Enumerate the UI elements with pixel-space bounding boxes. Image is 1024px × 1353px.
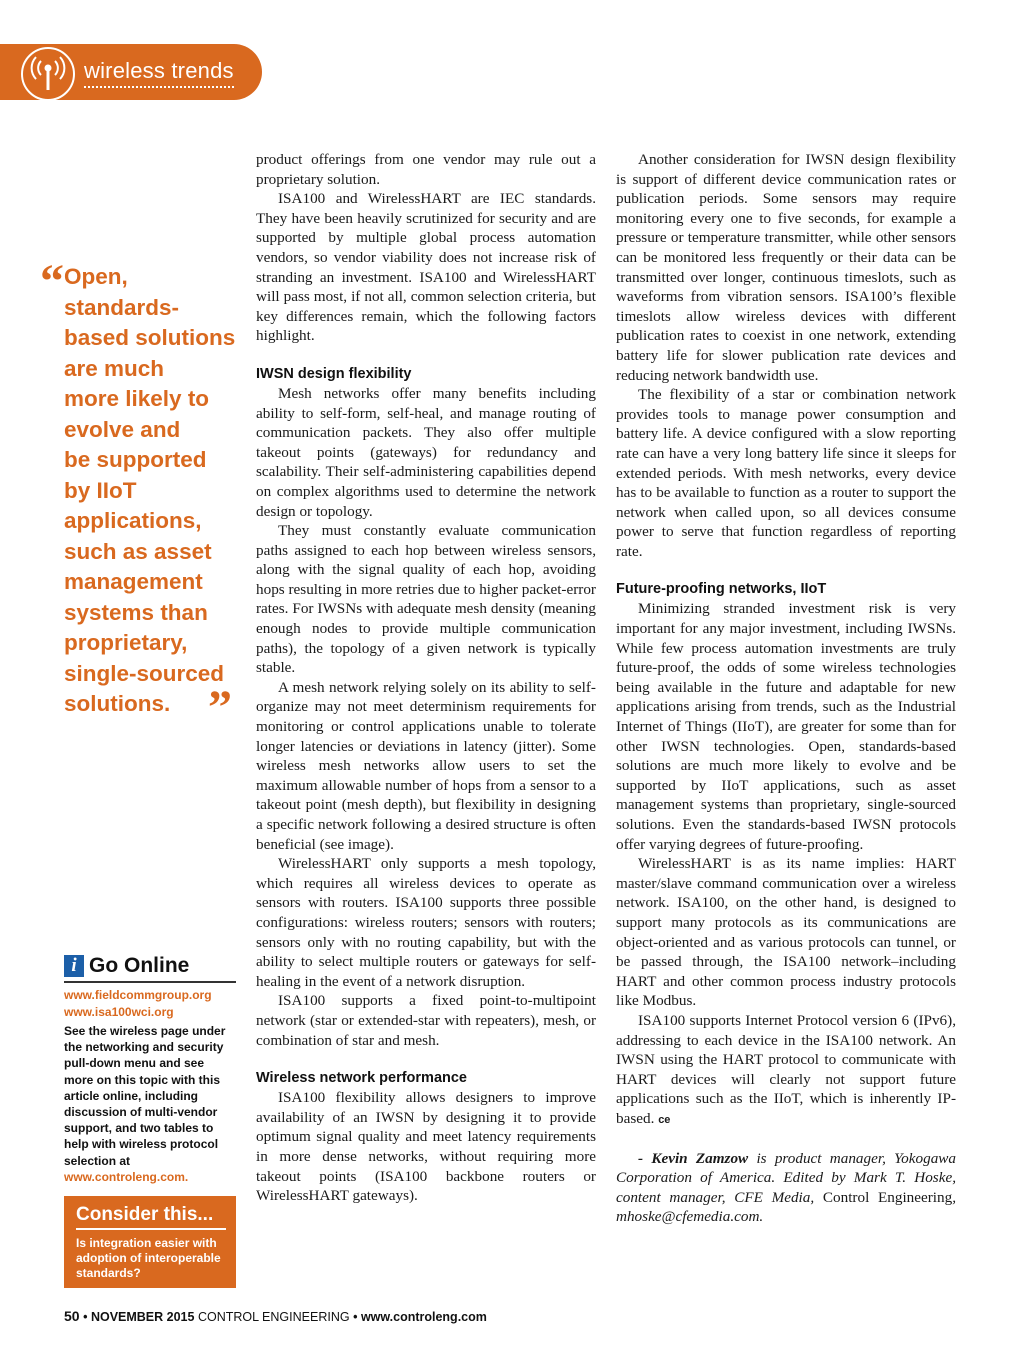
pull-quote-line: applications, <box>64 508 202 533</box>
pull-quote-line: standards- <box>64 294 180 320</box>
article-column-2 <box>616 150 956 1227</box>
controleng-link[interactable]: www.controleng.com. <box>64 1169 189 1184</box>
go-online-description <box>64 1023 236 1185</box>
wireless-antenna-icon <box>20 46 76 102</box>
page-footer <box>64 1308 487 1324</box>
paragraph: A mesh network relying solely on its ability to self-organize may not meet determinism requirements for monitoring or control applications unable to tolerate longer latencies or deviations in latency (jitter). Some wireless mesh networks allow users to set the maximum allowable number of hops from a sensor to a takeout point (mesh depth), but flexibility in designing a specific network following a desired structure is often beneficial (see image). <box>256 678 596 853</box>
paragraph: WirelessHART is as its name implies: HART master/slave command communication over a wireless network. ISA100, on the other hand, is designed to support many protocols as its communications are object-oriented and as various protocols can tunnel, or be passed through, the ISA100 network–including HART and other common process industry protocols like Modbus. <box>616 855 956 1010</box>
pull-quote-line: by IIoT <box>64 477 137 503</box>
pull-quote-line: solutions. <box>64 691 171 716</box>
footer-url[interactable]: www.controleng.com <box>360 1310 487 1324</box>
isa100wci-link[interactable]: www.isa100wci.org <box>64 1005 174 1019</box>
section-title: wireless trends <box>84 58 234 83</box>
pull-quote-line: are much <box>64 355 165 381</box>
go-online-header <box>64 954 236 983</box>
paragraph: Mesh networks offer many benefits including ability to self-form, self-heal, and manage routing of communication packets. They also offer multiple takeout points (gateways) for redundancy and scalability. Their self-administering capabilities depend on complex algorithms used to determine the network design or topology. <box>256 384 596 520</box>
close-quote-mark: ” <box>208 681 232 734</box>
pull-quote-line: more likely to <box>64 386 210 411</box>
paragraph: product offerings from one vendor may rule out a proprietary solution. <box>256 151 596 188</box>
pull-quote-line: evolve and <box>64 416 181 442</box>
end-mark: ce <box>658 1113 671 1126</box>
paragraph: ISA100 and WirelessHART are IEC standards. They have been heavily scrutinized for security and are supported by multiple global process automation vendors, so vendor viability does not increase risk of stranding an investment. ISA100 and WirelessHART will pass most, if not all, common selection criteria, but key differences remain, which the following factors highlight. <box>256 190 596 345</box>
author-byline <box>616 1149 956 1227</box>
footer-magazine: CONTROL ENGINEERING <box>197 1310 350 1324</box>
page-number: 50 <box>64 1308 80 1324</box>
paragraph: WirelessHART only supports a mesh topology, which requires all wireless devices to operate as sensors with routers. ISA100 supports three possible configurations: wireless routers; sensors with routers; sensors only with no routing capability, but with the ability to select multiple routers or gateways for self-healing in the event of a network disruption. <box>256 855 596 990</box>
section-header-tab <box>0 44 262 100</box>
pull-quote-line: proprietary, <box>64 630 188 655</box>
pull-quote-line: single-sourced <box>64 660 225 686</box>
paragraph: Another consideration for IWSN design flexibility is support of different device communication rates or publication periods. Some sensors may require monitoring every one to five seconds, for example a pressure or temperature transmitter, while other sensors can be monitored less frequently or their data can be transmitted over longer, continuous timeslots, such as waveforms from vibration sensors. ISA100’s flexible timeslots allow wireless devices with different publication rates to coexist in one network, extending battery life for slower publication rate devices and reducing network bandwidth use. <box>616 151 956 384</box>
go-online-description-text: See the wireless page under the networking and security pull-down menu and see more on this topic with this article online, including discussion of multi-vendor support, and two tables to help with wireless protocol selection at <box>64 1024 226 1168</box>
byline-magazine: Control Engineering <box>822 1188 953 1206</box>
paragraph <box>616 1011 956 1131</box>
paragraph: ISA100 supports a fixed point-to-multipoint network (star or extended-star with repeaters), mesh, or combination of star and mesh. <box>256 992 596 1049</box>
paragraph: The flexibility of a star or combination network provides tools to manage power consumption and battery life. A device configured with a slow reporting rate can have a very long battery life since it sleeps for extended periods. With mesh networks, every device has to be available to function as a router to support the network when called upon, so all devices consume power to serve that function regardless of reporting rate. <box>616 386 956 560</box>
footer-issue: NOVEMBER 2015 <box>90 1310 195 1324</box>
consider-this-box <box>64 1196 236 1288</box>
footer-bullet: • <box>83 1310 88 1324</box>
go-online-box <box>64 954 236 1185</box>
paragraph: They must constantly evaluate communication paths assigned to each hop between wireless sensors, along with the signal quality of each hop, avoiding hops resulting in more retries due to higher packet-error rates. For IWSNs with adequate mesh density (meaning enough nodes to provide multiple communication paths), the topology of a given network is typically stable. <box>256 522 596 677</box>
subheading-future-proofing: Future-proofing networks, IIoT <box>616 581 827 598</box>
info-icon: i <box>64 955 84 977</box>
byline-dash: - <box>638 1149 644 1167</box>
open-quote-mark: “ <box>40 255 64 308</box>
consider-this-question: Is integration easier with adoption of interoperable standards? <box>76 1236 221 1280</box>
byline-comma: , <box>952 1188 956 1206</box>
byline-text: is product manager, Yokogawa Corporation of America. Edited by Mark T. Hoske, content manager, CFE Media, <box>616 1149 957 1206</box>
pull-quote-line: Open, <box>64 264 128 289</box>
footer-bullet: • <box>353 1310 358 1324</box>
byline-author: Kevin Zamzow <box>651 1149 749 1167</box>
pull-quote-line: systems than <box>64 599 208 625</box>
fieldcommgroup-link[interactable]: www.fieldcommgroup.org <box>64 988 212 1002</box>
pull-quote-line: be supported <box>64 447 207 472</box>
pull-quote-line: management <box>64 569 203 594</box>
article-column-1 <box>256 150 596 1206</box>
subheading-iwsn-design-flexibility: IWSN design flexibility <box>256 365 412 382</box>
pull-quote-line: based solutions <box>64 325 236 350</box>
subheading-wireless-network-performance: Wireless network performance <box>256 1070 468 1087</box>
paragraph-text: ISA100 supports Internet Protocol version 6 (IPv6), addressing to each device in the ISA100 network. An IWSN using the HART protocol to communicate with HART devices will clearly not support future applications such as the IIoT, which is inherently IP-based. <box>616 1011 956 1127</box>
go-online-title: Go Online <box>89 954 190 977</box>
pull-quote <box>40 255 250 734</box>
paragraph: Minimizing stranded investment risk is very important for any major investment, including IWSNs. While few process automation investments are truly future-proof, the odds of some wireless technologies being available in the future and adaptable for new applications arising from trends, such as the Industrial Internet of Things (IIoT), are greater for some than for other IWSN technologies. Open, standards-based solutions are much more likely to evolve and be supported by IIoT applications, such as asset management systems than proprietary, single-sourced solutions. Even the standards-based IWSN protocols offer varying degrees of future-proofing. <box>616 600 956 853</box>
byline-email-link[interactable]: mhoske@cfemedia.com. <box>616 1208 764 1226</box>
pull-quote-line: such as asset <box>64 538 212 564</box>
paragraph: ISA100 flexibility allows designers to improve availability of an IWSN by designing it to provide optimum signal quality and meet latency requirements in more dense networks, without requiring more takeout points (ISA100 backbone routers or WirelessHART gateways). <box>256 1089 596 1205</box>
consider-this-title: Consider this... <box>76 1204 226 1230</box>
header-dotted-rule <box>84 86 234 88</box>
pull-quote-text <box>40 262 250 720</box>
